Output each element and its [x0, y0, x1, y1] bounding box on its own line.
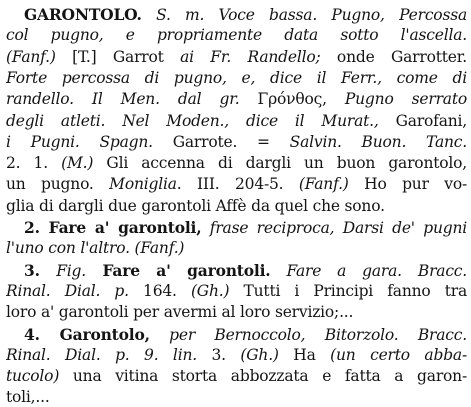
entry-line — [6, 280, 467, 303]
italic-text: (Fanf.) — [6, 47, 56, 66]
entry-line — [24, 259, 467, 282]
italic-text: col pugno, e propriamente data sotto l'ascella. — [6, 26, 467, 45]
text-span: Tutti i Principi fanno tra — [229, 281, 467, 300]
italic-text: Fare a gara. Bracc. — [270, 261, 467, 280]
italic-text: degli atleti. Nel Moden., dice il Murat., — [6, 111, 379, 130]
italic-text: (Gh.) — [240, 345, 279, 364]
italic-text: Pugno serrato — [326, 90, 467, 109]
text-span: Gli accenna di dargli un buon garontolo, — [93, 154, 467, 173]
text-span: 3. — [196, 345, 241, 364]
italic-text: l'uno con l'altro. (Fanf.) — [6, 239, 185, 258]
entry-line — [6, 195, 467, 218]
entry-line — [6, 46, 467, 69]
italic-text: frase reciproca, Darsi de' pugni — [201, 219, 467, 237]
entry-line — [6, 152, 467, 175]
entry-line — [6, 386, 467, 407]
entry-line — [6, 365, 467, 388]
italic-text: (M.) — [61, 154, 94, 173]
italic-text: randello. Il Men. dal gr. — [6, 90, 258, 109]
text-span: III. 204-5. — [181, 175, 299, 194]
entry-line — [6, 110, 467, 133]
italic-text: per Bernoccolo, Bitorzolo. Bracc. — [149, 325, 467, 344]
entry-line — [24, 323, 467, 346]
text-span: Ha — [278, 345, 331, 364]
text-span: 164. — [128, 281, 191, 300]
entry-line — [24, 216, 467, 239]
text-span: Γρόνθος, — [257, 90, 327, 109]
bold-term: 4. Garontolo, — [24, 324, 150, 344]
entry-line — [6, 301, 467, 324]
italic-text: i Pugni. Spagn. — [6, 132, 153, 151]
italic-text: Rinal. Dial. p. 9. lin. — [6, 345, 197, 364]
text-span: Ho pur vo- — [348, 175, 467, 194]
text-span: toli,... — [6, 388, 50, 407]
text-span: una vitina storta abbozzata e fatta a garon- — [59, 367, 467, 386]
italic-text: Salvin. Buon. Tanc. — [289, 132, 467, 151]
italic-text: Fig. — [56, 261, 86, 280]
text-span: 2. 1. — [6, 154, 62, 173]
italic-text: (Fanf.) — [298, 175, 349, 194]
italic-text: Rinal. Dial. p. — [6, 281, 129, 300]
text-span: [T.] Garrot — [55, 47, 181, 66]
italic-text: Forte percossa di pugno, e, dice il Ferr., come di — [6, 68, 467, 87]
text-span: glia di dargli due garontoli Affè da quel che sono. — [6, 196, 385, 215]
entry-line — [6, 131, 467, 154]
entry-line — [24, 3, 467, 26]
text-span: Garofani, — [378, 111, 467, 130]
italic-text: ai Fr. Randello; — [180, 47, 321, 66]
entry-line — [6, 67, 467, 90]
entry-line — [6, 237, 467, 260]
entry-line — [6, 173, 467, 196]
italic-text: tucolo) — [6, 367, 60, 386]
text-span: onde Garrotter. — [320, 47, 467, 66]
text-span: loro a' garontoli per avermi al loro servizio;... — [6, 303, 354, 322]
bold-term: 3. — [24, 260, 57, 280]
entry-line — [6, 88, 467, 111]
text-span: Garrote. = — [152, 132, 290, 151]
bold-term: Fare a' garontoli. — [86, 260, 271, 280]
italic-text: S. m. Voce bassa. Pugno, Percossa — [141, 6, 467, 24]
entry-line — [6, 344, 467, 367]
bold-term: GARONTOLO. — [24, 5, 142, 24]
entry-line — [6, 24, 467, 47]
text-span: un pugno. — [6, 175, 110, 194]
bold-term: 2. Fare a' garontoli, — [24, 218, 202, 237]
italic-text: (Gh.) — [190, 281, 230, 300]
italic-text: (un certo abba- — [330, 345, 467, 364]
italic-text: Moniglia. — [109, 175, 182, 194]
